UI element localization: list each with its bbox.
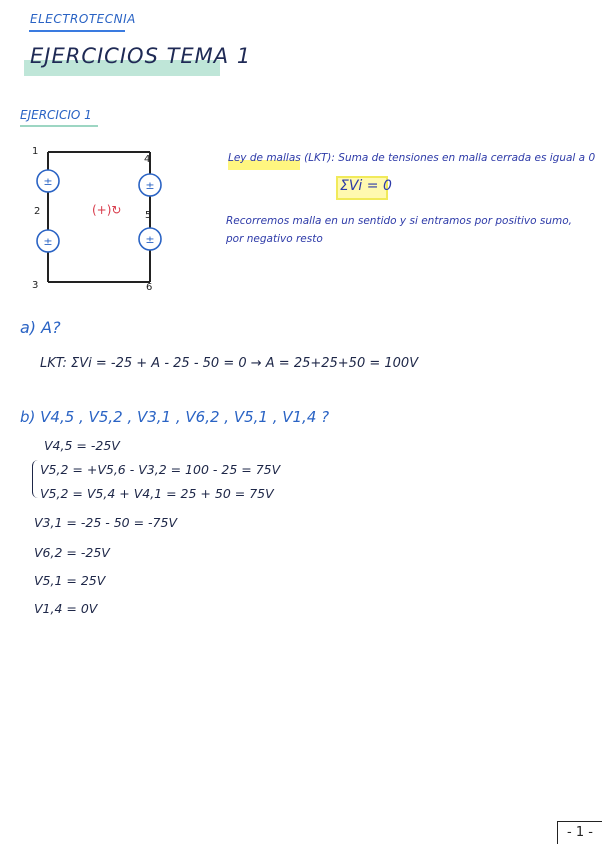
page-number: - 1 - [557, 821, 602, 844]
node-label-4: 4 [144, 154, 151, 165]
mesh-law-formula: ΣVi = 0 [340, 178, 392, 194]
source-sign: ± [43, 235, 53, 248]
node-label-2: 2 [34, 206, 41, 217]
mesh-law-statement: Ley de mallas (LKT): Suma de tensiones en malla cerrada es igual a 0 [228, 152, 596, 164]
source-sign: ± [145, 233, 155, 246]
node-label-1: 1 [32, 146, 39, 157]
result-line: V5,2 = +V5,6 - V3,2 = 100 - 25 = 75V [40, 462, 281, 477]
system-brace [32, 460, 39, 498]
exercise-underline [20, 125, 98, 127]
subject-heading: ELECTROTECNIA [30, 12, 136, 26]
subject-underline [29, 30, 125, 32]
result-line: V5,1 = 25V [34, 573, 106, 588]
node-label-5: 5 [145, 210, 152, 221]
voltage-source-left-top [37, 170, 59, 192]
voltage-source-left-bottom [37, 230, 59, 252]
result-line: V3,1 = -25 - 50 = -75V [34, 515, 178, 530]
part-b-question: b) V4,5 , V5,2 , V3,1 , V6,2 , V5,1 , V1,4 ? [20, 408, 330, 426]
loop-direction-icon: (+)↻ [92, 203, 122, 217]
result-line: V4,5 = -25V [44, 438, 120, 453]
page-title: EJERCICIOS TEMA 1 [30, 44, 252, 68]
sign-convention-note: Recorremos malla en un sentido y si entramos por positivo sumo, por negativo resto [226, 215, 572, 245]
result-line: V5,2 = V5,4 + V4,1 = 25 + 50 = 75V [40, 486, 274, 501]
circuit-diagram [28, 142, 168, 292]
exercise-title: EJERCICIO 1 [20, 108, 92, 122]
result-line: V6,2 = -25V [34, 545, 110, 560]
node-label-3: 3 [32, 280, 39, 291]
source-sign: ± [43, 175, 53, 188]
source-sign: ± [145, 179, 155, 192]
voltage-source-right-bottom [139, 228, 161, 250]
result-line: V1,4 = 0V [34, 601, 98, 616]
part-a-question: a) A? [20, 318, 61, 337]
part-a-equation: LKT: ΣVi = -25 + A - 25 - 50 = 0 → A = 25+25+50 = 100V [40, 356, 419, 371]
node-label-6: 6 [146, 282, 153, 292]
voltage-source-right-top [139, 174, 161, 196]
